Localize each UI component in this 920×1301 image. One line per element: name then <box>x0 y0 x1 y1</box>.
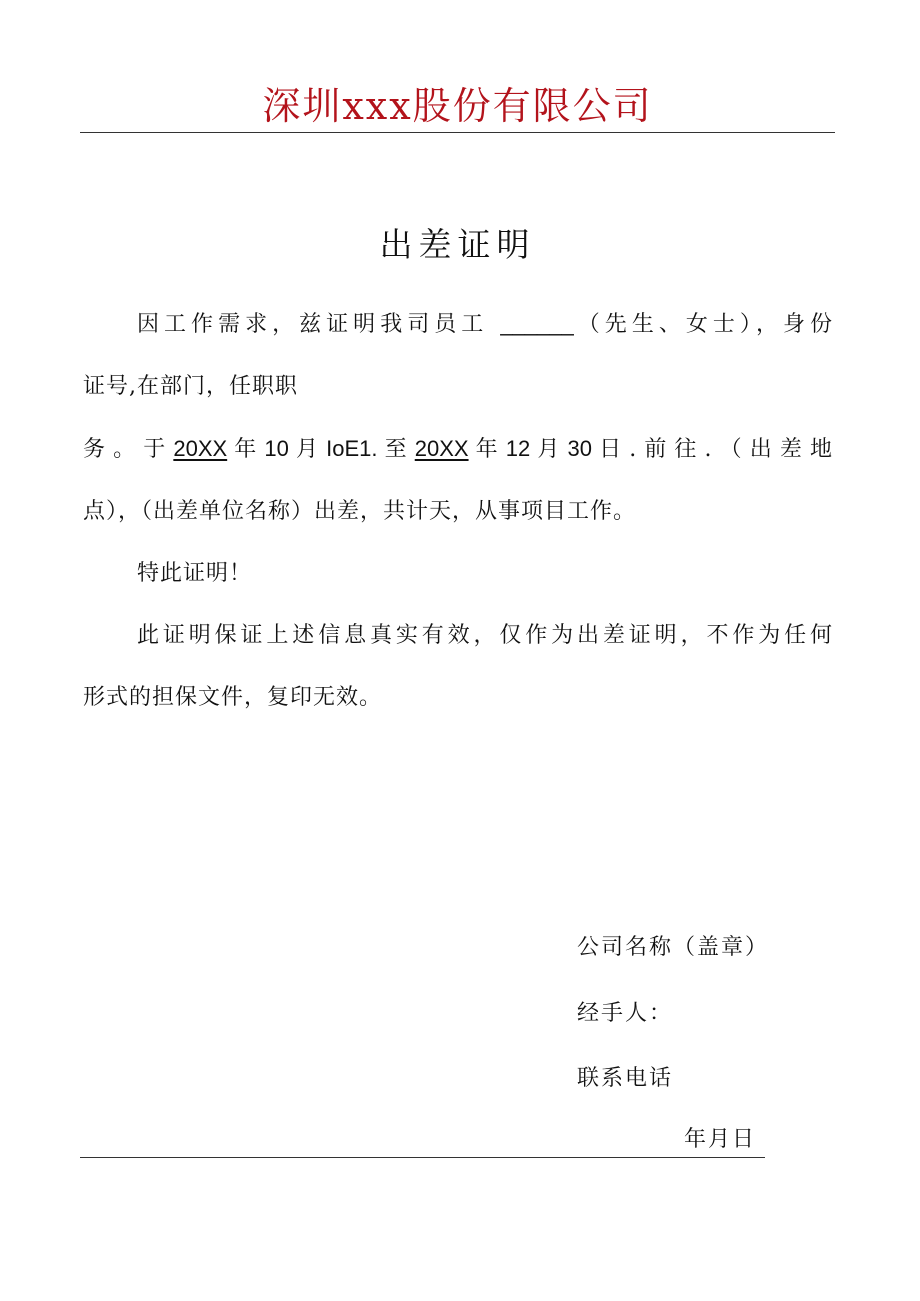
end-year: 20XX <box>414 436 469 461</box>
paragraph-1-line-1 <box>83 293 833 356</box>
paragraph-2-seg-2: 年 <box>227 437 265 462</box>
paragraph-2-seg-7: 日.前往.（出差地 <box>592 437 833 462</box>
paragraph-2-seg-6: 月 <box>530 437 568 462</box>
handler-label: 经手人： <box>577 1001 674 1026</box>
contact-phone-label: 联系电话 <box>577 1066 674 1091</box>
paragraph-2-seg-4: 至 <box>377 437 415 462</box>
paragraph-2-line-2: 点），（出差单位名称）出差，共计天，从事项目工作。 <box>83 499 637 524</box>
paragraph-1-title-suffix: （先生、女士），身份 <box>573 312 833 337</box>
paragraph-2-seg-5: 年 <box>468 437 506 462</box>
letterhead-divider <box>80 132 835 133</box>
footer-divider <box>80 1157 765 1158</box>
end-day: 30 <box>567 436 592 461</box>
employee-name-blank: ______ <box>500 311 574 336</box>
paragraph-3: 特此证明！ <box>137 561 253 586</box>
start-day: IoE1. <box>326 436 378 461</box>
paragraph-4-line-1: 此证明保证上述信息真实有效，仅作为出差证明，不作为任何 <box>137 623 833 648</box>
end-month: 12 <box>505 436 531 461</box>
paragraph-2-line-1 <box>83 418 833 481</box>
start-year: 20XX <box>173 436 228 461</box>
date-label: 年月日 <box>684 1127 757 1152</box>
paragraph-2-seg-3: 月 <box>288 437 327 462</box>
paragraph-2-seg-1: 务。于 <box>83 437 174 462</box>
document-title: 出差证明 <box>379 225 536 264</box>
start-month: 10 <box>264 436 289 461</box>
paragraph-1-line-2: 证号,在部门，任职职 <box>83 374 298 399</box>
paragraph-1-intro: 因工作需求，兹证明我司员工 <box>137 312 489 337</box>
paragraph-4-line-2: 形式的担保文件，复印无效。 <box>83 685 383 710</box>
letterhead-company-name: 深圳xxx股份有限公司 <box>262 84 653 128</box>
document-body <box>83 293 833 729</box>
company-seal-label: 公司名称（盖章） <box>577 935 770 960</box>
